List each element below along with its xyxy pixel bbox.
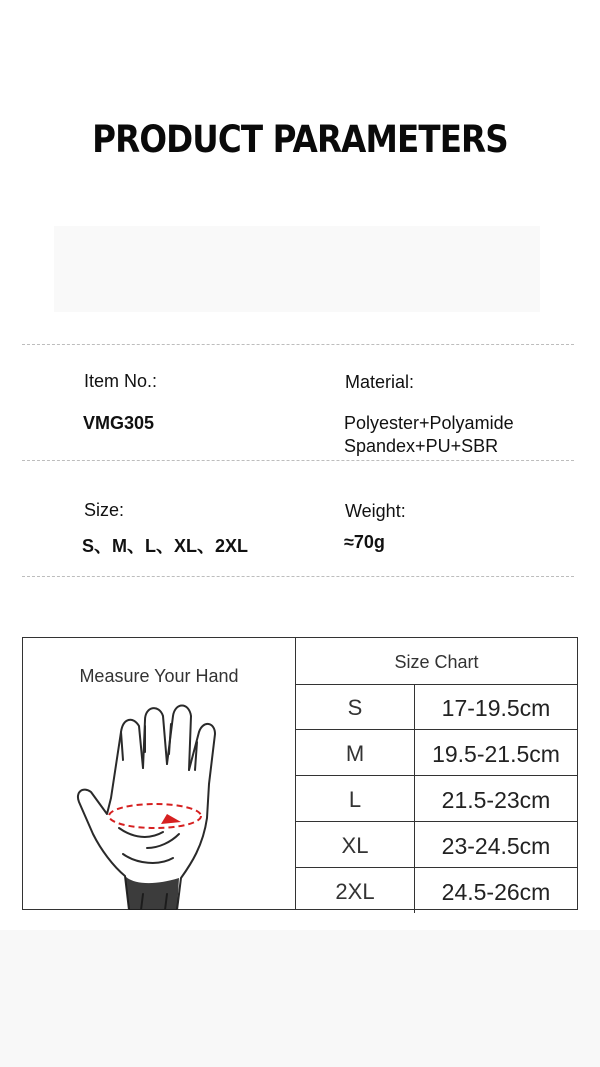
- hand-measurement-icon: [63, 698, 263, 910]
- weight-value: ≈70g: [344, 532, 385, 552]
- material-value-line2: Spandex+PU+SBR: [344, 436, 499, 456]
- size-cell: 2XL: [296, 868, 415, 913]
- footer-panel: [0, 930, 600, 1067]
- table-row: [296, 730, 577, 776]
- range-cell: 19.5-21.5cm: [432, 741, 560, 767]
- divider: [22, 460, 574, 461]
- size-cell: S: [296, 684, 415, 729]
- image-placeholder-panel: [54, 226, 540, 312]
- table-row: [296, 776, 577, 822]
- item-no-value: VMG305: [83, 413, 155, 433]
- material-value-line1: Polyester+Polyamide: [344, 413, 514, 433]
- divider: [22, 576, 574, 577]
- page-title: PRODUCT PARAMETERS: [92, 118, 508, 161]
- size-label: Size:: [84, 500, 125, 520]
- range-cell: 23-24.5cm: [441, 833, 551, 859]
- range-cell: 21.5-23cm: [441, 787, 551, 813]
- weight-label: Weight:: [345, 501, 406, 521]
- divider: [22, 344, 574, 345]
- size-chart-title: Size Chart: [296, 638, 577, 685]
- range-cell: 17-19.5cm: [441, 695, 551, 721]
- table-row: [296, 822, 577, 868]
- size-cell: M: [296, 730, 415, 775]
- material-label: Material:: [345, 372, 415, 392]
- measure-hand-panel: [23, 638, 296, 909]
- size-cell: L: [296, 776, 415, 821]
- table-row: [296, 868, 577, 913]
- table-row: [296, 684, 577, 730]
- size-chart-table: [22, 637, 578, 910]
- measure-hand-title: Measure Your Hand: [79, 666, 239, 686]
- size-cell: XL: [296, 822, 415, 867]
- range-cell: 24.5-26cm: [441, 879, 551, 905]
- item-no-label: Item No.:: [84, 371, 158, 391]
- size-value: S、M、L、XL、2XL: [82, 536, 249, 556]
